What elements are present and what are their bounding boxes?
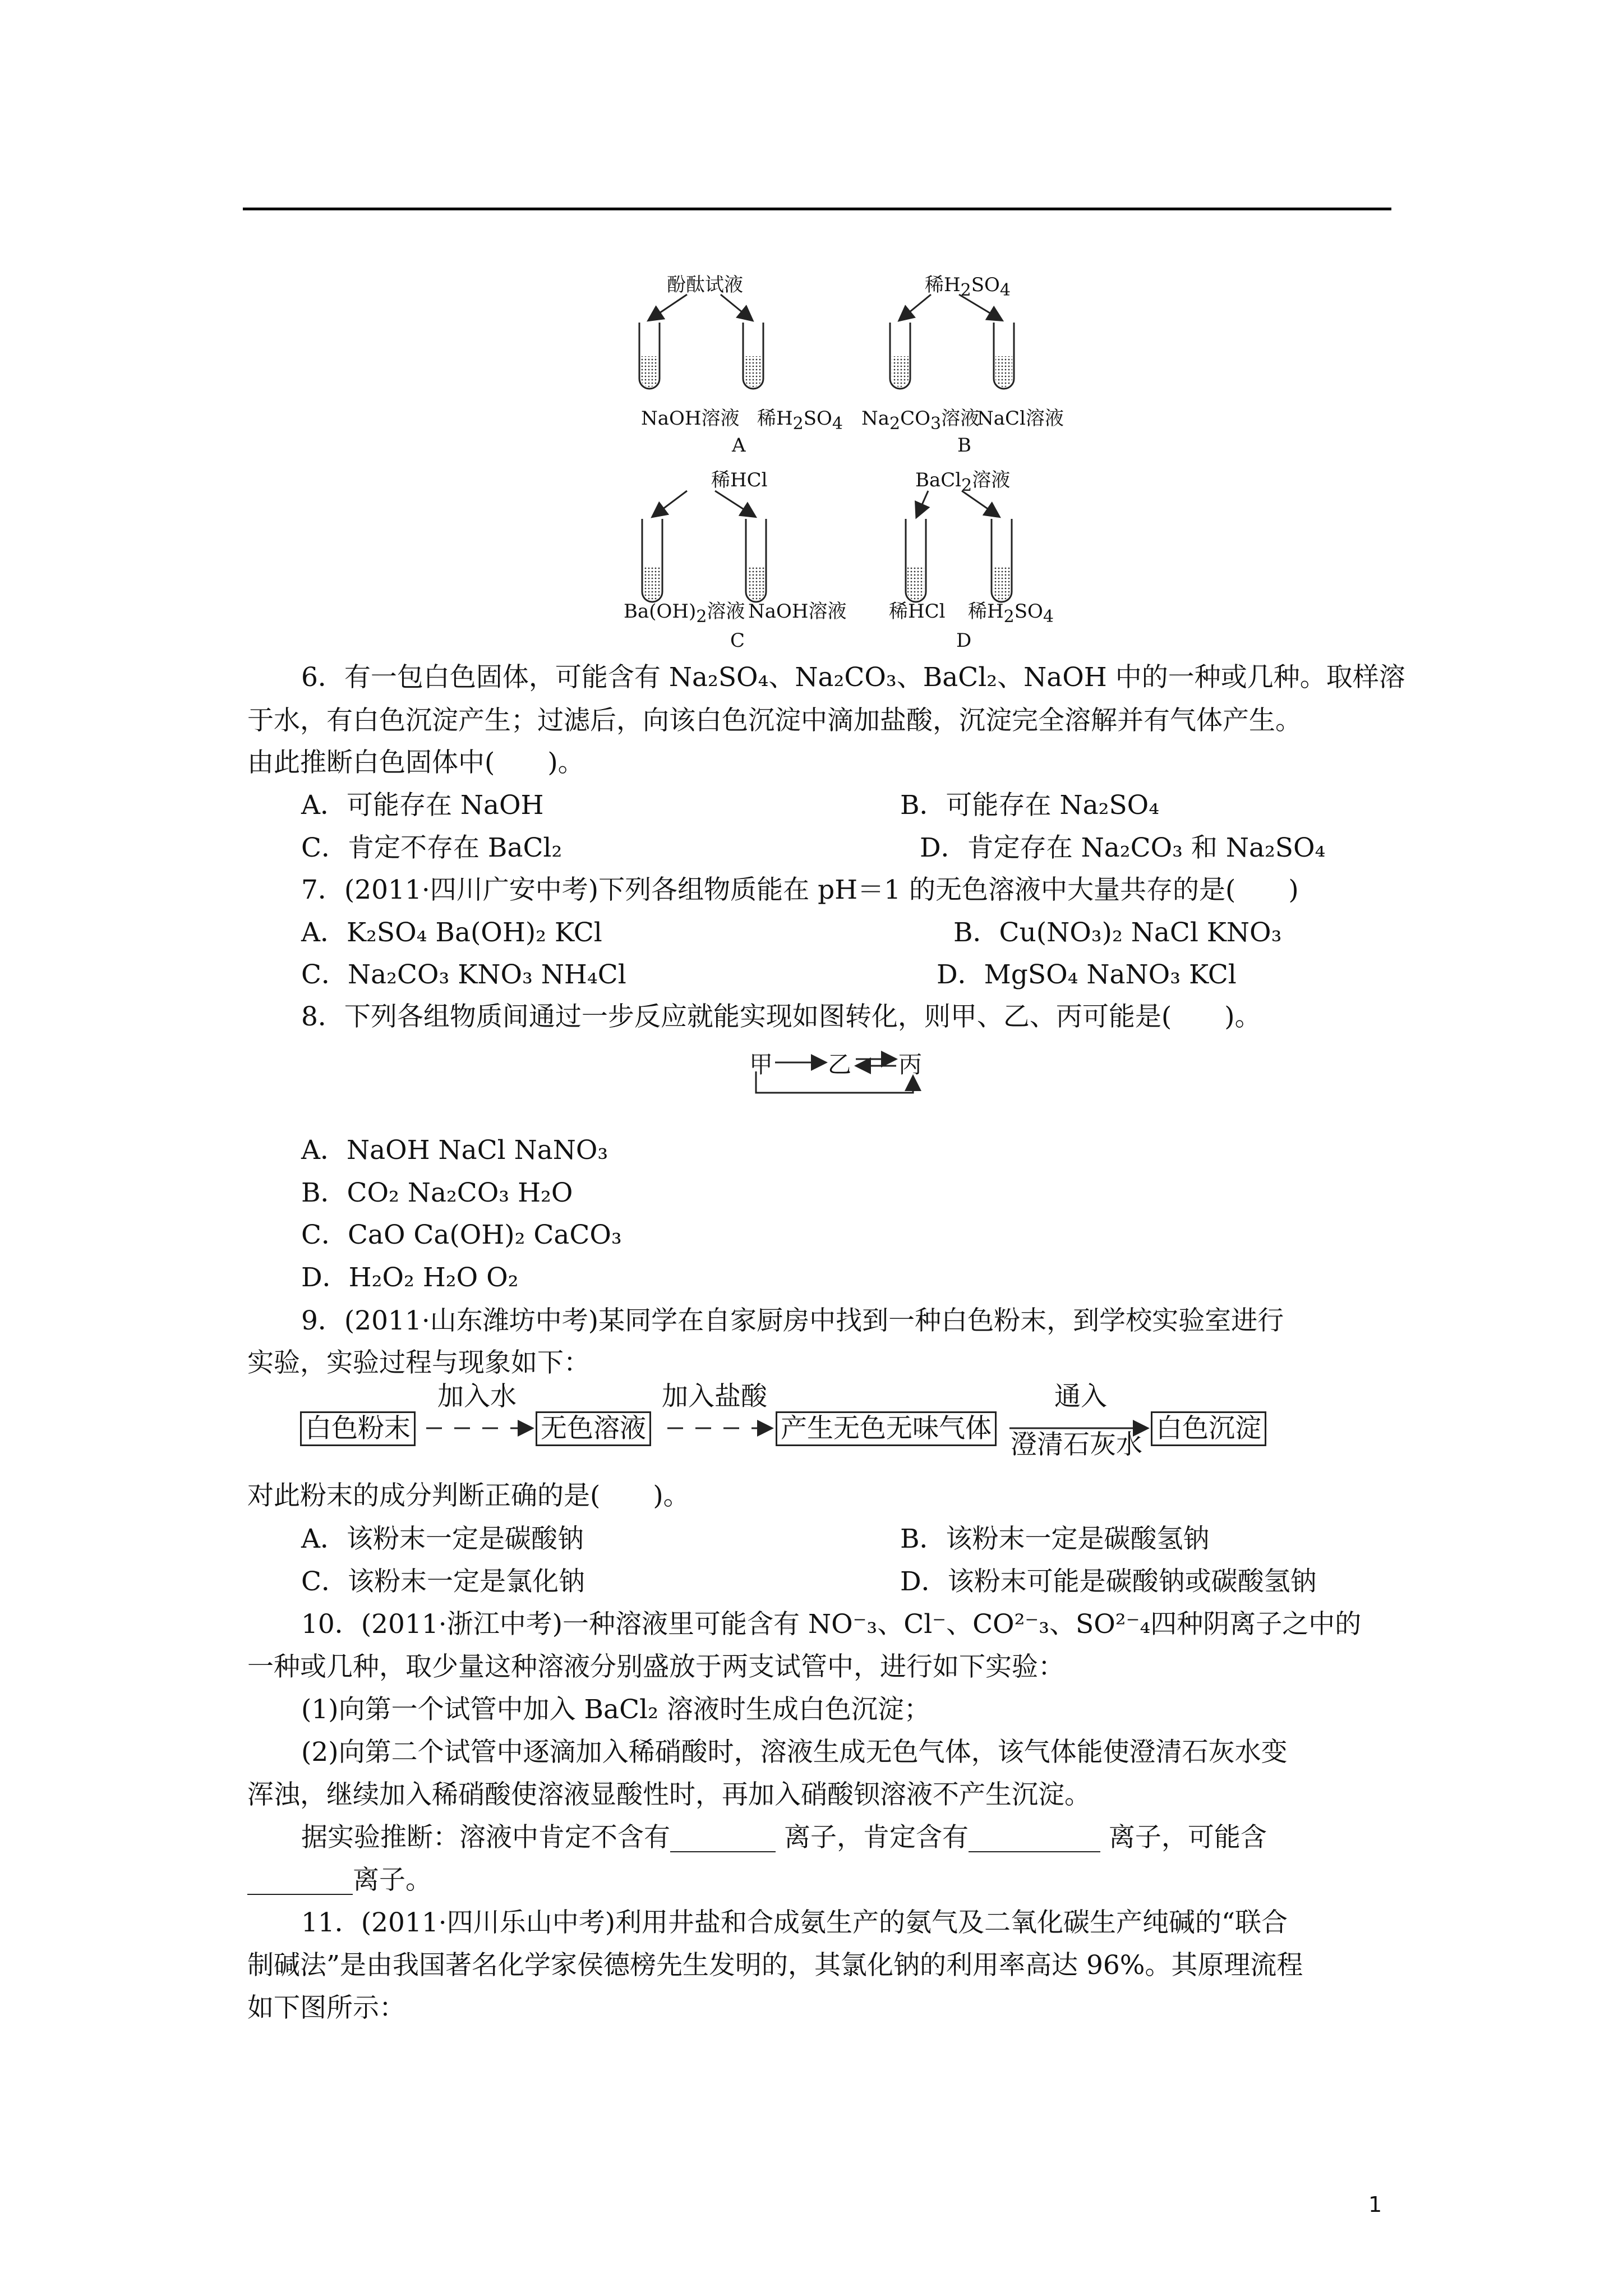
q7-line1: 7．(2011·四川广安中考)下列各组物质能在 pH＝1 的无色溶液中大量共存的是( ) [301, 875, 1299, 905]
q8-option-d: D．H₂O₂ H₂O O₂ [301, 1262, 519, 1293]
q10-line5: 浑浊，继续加入稀硝酸使溶液显酸性时，再加入硝酸钡溶液不产生沉淀。 [247, 1779, 1091, 1810]
q9-option-b: B．该粉末一定是碳酸氢钠 [900, 1524, 1210, 1554]
q10-line3: (1)向第一个试管中加入 BaCl₂ 溶液时生成白色沉淀； [301, 1694, 930, 1725]
q8-option-a: A．NaOH NaCl NaNO₃ [301, 1135, 608, 1166]
label-a: A [732, 434, 746, 457]
q6-option-b: B．可能存在 Na₂SO₄ [900, 790, 1160, 821]
q7-option-d: D．MgSO₄ NaNO₃ KCl [937, 959, 1237, 990]
flow-arrows [418, 1414, 1158, 1442]
q9-line3: 对此粉末的成分判断正确的是( )。 [247, 1480, 690, 1511]
group-d [906, 491, 1012, 602]
flow-box-4: 白色沉淀 [1151, 1411, 1266, 1446]
q8-option-b: B．CO₂ Na₂CO₃ H₂O [301, 1177, 573, 1208]
q9-line2: 实验，实验过程与现象如下： [247, 1347, 590, 1378]
q7-option-a: A．K₂SO₄ Ba(OH)₂ KCl [301, 917, 602, 948]
label-c-left: $Ba(OH)_2$溶液 [624, 600, 745, 627]
label-c-right: NaOH溶液 [748, 600, 847, 623]
q9-line1: 9．(2011·山东潍坊中考)某同学在自家厨房中找到一种白色粉末，到学校实验室进行 [301, 1305, 1284, 1336]
label-c: C [730, 629, 745, 652]
flow-step-2: 加入盐酸 [662, 1381, 767, 1412]
q8-line1: 8．下列各组物质间通过一步反应就能实现如图转化，则甲、乙、丙可能是( )。 [301, 1001, 1261, 1032]
label-c-reagent: 稀HCl [711, 469, 768, 491]
flow-step-3-top: 通入 [1054, 1381, 1107, 1412]
q8-node-b: 乙 [828, 1051, 852, 1078]
group-b [890, 295, 1014, 389]
group-a [639, 295, 763, 389]
page-number: 1 [1368, 2192, 1382, 2217]
flow-step-1: 加入水 [437, 1381, 517, 1412]
q6-option-c: C．肯定不存在 BaCl₂ [301, 832, 562, 863]
flow-box-2: 无色溶液 [536, 1411, 651, 1446]
flow-box-3: 产生无色无味气体 [776, 1411, 997, 1446]
q10-line2: 一种或几种，取少量这种溶液分别盛放于两支试管中，进行如下实验： [247, 1651, 1064, 1682]
q9-option-d: D．该粉末可能是碳酸钠或碳酸氢钠 [900, 1566, 1317, 1597]
q6-line3: 由此推断白色固体中( )。 [247, 747, 584, 778]
label-d-left: 稀HCl [889, 600, 946, 623]
label-d: D [956, 629, 972, 652]
flow-step-3-bottom: 澄清石灰水 [1011, 1429, 1142, 1460]
q11-line2: 制碱法”是由我国著名化学家侯德榜先生发明的，其氯化钠的利用率高达 96%。其原理流程 [247, 1950, 1303, 1981]
group-c [642, 491, 766, 602]
label-a-reagent: 酚酞试液 [667, 274, 743, 296]
q8-option-c: C．CaO Ca(OH)₂ CaCO₃ [301, 1220, 622, 1250]
q9-option-a: A．该粉末一定是碳酸钠 [301, 1524, 584, 1554]
q10-line4: (2)向第二个试管中逐滴加入稀硝酸时，溶液生成无色气体，该气体能使澄清石灰水变 [301, 1737, 1288, 1768]
q6-line2: 于水，有白色沉淀产生；过滤后，向该白色沉淀中滴加盐酸，沉淀完全溶解并有气体产生。 [247, 705, 1302, 736]
q10-line6: 据实验推断：溶液中肯定不含有________ 离子，肯定含有__________ 离子，可能含 [301, 1822, 1267, 1853]
q11-line1: 11．(2011·四川乐山中考)利用井盐和合成氨生产的氨气及二氧化碳生产纯碱的“联合 [301, 1907, 1288, 1938]
flow-box-1: 白色粉末 [300, 1411, 416, 1446]
label-a-right: 稀$H_2SO_4$ [757, 407, 843, 434]
label-a-left: NaOH溶液 [641, 407, 740, 430]
q10-line7: ________离子。 [247, 1865, 432, 1895]
q8-node-c: 丙 [898, 1051, 923, 1078]
label-b-right: NaCl溶液 [977, 407, 1064, 430]
label-d-right: 稀$H_2SO_4$ [968, 600, 1054, 627]
q9-option-c: C．该粉末一定是氯化钠 [301, 1566, 585, 1597]
q11-line3: 如下图所示： [247, 1993, 405, 2023]
q7-option-b: B．Cu(NO₃)₂ NaCl KNO₃ [953, 917, 1282, 948]
q6-option-a: A．可能存在 NaOH [301, 790, 544, 821]
q10-line1: 10．(2011·浙江中考)一种溶液里可能含有 NO⁻₃、Cl⁻、CO²⁻₃、SO²⁻₄四种阴离子之中的 [301, 1609, 1362, 1640]
label-b-reagent: 稀$H_2SO_4$ [925, 274, 1011, 300]
q6-option-d: D．肯定存在 Na₂CO₃ 和 Na₂SO₄ [920, 832, 1326, 863]
label-d-reagent: BaCl$_2$溶液 [915, 469, 1011, 495]
header-rule [243, 208, 1391, 210]
q7-option-c: C．Na₂CO₃ KNO₃ NH₄Cl [301, 959, 626, 990]
q6-line1: 6．有一包白色固体，可能含有 Na₂SO₄、Na₂CO₃、BaCl₂、NaOH 中的一种或几种。取样溶 [301, 662, 1405, 693]
q8-node-a: 甲 [749, 1051, 773, 1078]
label-b: B [957, 434, 971, 457]
label-b-left: $Na_2CO_3$溶液 [861, 407, 980, 434]
